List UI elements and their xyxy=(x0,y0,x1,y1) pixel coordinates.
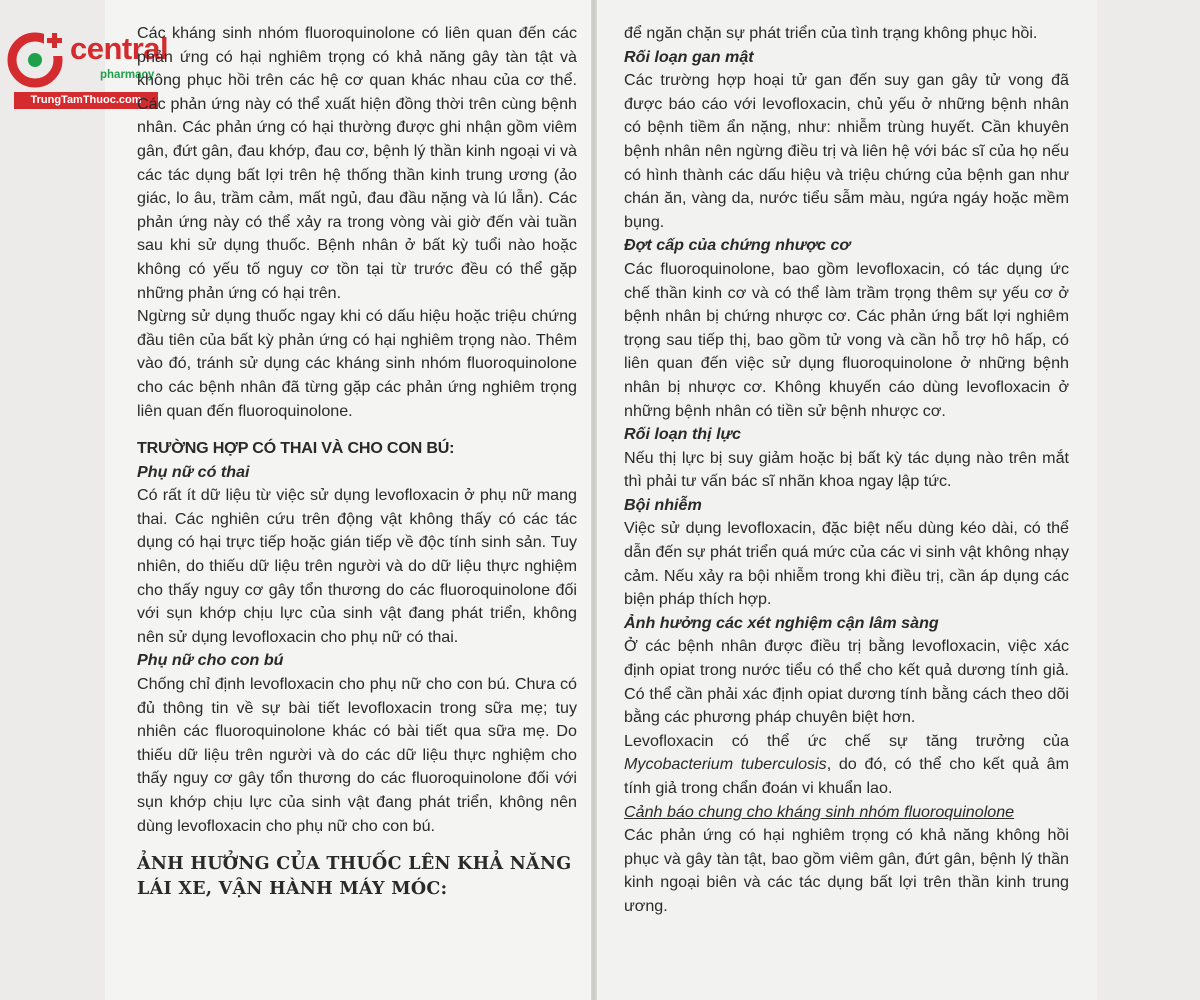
tuberculosis-text-part-b: , do đó, có thể cho kết quả âm tính giả trong chẩn đoán vi khuẩn lao. xyxy=(624,755,1069,797)
tuberculosis-text-part-a: Levofloxacin có thể ức chế sự tăng trưởng của xyxy=(624,731,1069,750)
logo-site-banner[interactable]: TrungTamThuoc.com xyxy=(14,92,158,109)
logo-brand-subtitle: pharmacy xyxy=(100,69,155,81)
pregnant-women-text: Có rất ít dữ liệu từ việc sử dụng levofloxacin ở phụ nữ mang thai. Các nghiên cứu trên động vật không thấy có các tác dụng có hại trực tiếp hoặc gián tiếp về độc tính sinh sản. Tuy nhiên, do thiếu dữ liệu trên người và do dữ liệu thực nghiệm cho thấy nguy cơ gây tổn thương do các fluoroquinolone đối với sụn khớp chịu lực của sinh vật đang phát triển, không nên sử dụng levofloxacin cho phụ nữ có thai. xyxy=(137,486,577,646)
breastfeeding-text: Chống chỉ định levofloxacin cho phụ nữ cho con bú. Chưa có đủ thông tin về sự bài tiết levofloxacin trong sữa mẹ; tuy nhiên các fluoroquinolone khác có bài tiết qua sữa mẹ. Do thiếu dữ liệu trên người và do các dữ liệu thực nghiệm cho thấy nguy cơ gây tổn thương do các fluoroquinolone đối với sụn khớp chịu lực của sinh vật đang phát triển, không nên dùng levofloxacin cho phụ nữ cho con bú. xyxy=(137,675,577,835)
hepatobiliary-text: Các trường hợp hoại tử gan đến suy gan gây tử vong đã được báo cáo với levofloxacin, chủ yếu ở những bệnh nhân có bệnh tiềm ẩn nặng, như: nhiễm trùng huyết. Cần khuyên bệnh nhân nên ngừng điều trị và liên hệ với bác sĩ của họ nếu có hình thành các dấu hiệu và triệu chứng của bệnh gan như chán ăn, vàng da, nước tiểu sẫm màu, ngứa ngáy hoặc mềm bụng. xyxy=(624,71,1069,231)
logo-brand-name: central xyxy=(70,31,169,66)
vision-disorder-heading: Rối loạn thị lực xyxy=(624,425,741,444)
left-column xyxy=(137,22,577,902)
right-column xyxy=(624,22,1069,919)
breastfeeding-heading: Phụ nữ cho con bú xyxy=(137,651,284,670)
lab-tests-tuberculosis-text xyxy=(624,730,1069,801)
lab-tests-opiate-text: Ở các bệnh nhân được điều trị bằng levofloxacin, việc xác định opiat trong nước tiểu có thể cho kết quả dương tính giả. Có thể cần phải xác định opiat dương tính bằng cách theo dõi bằng các phương pháp chuyên biệt hơn. xyxy=(624,637,1069,727)
lab-tests-heading: Ảnh hưởng các xét nghiệm cận lâm sàng xyxy=(624,613,939,632)
superinfection-heading: Bội nhiễm xyxy=(624,495,702,514)
superinfection-text: Việc sử dụng levofloxacin, đặc biệt nếu dùng kéo dài, có thể dẫn đến sự phát triển quá mức của các vi sinh vật không nhạy cảm. Nếu xảy ra bội nhiễm trong khi điều trị, cần áp dụng các biện pháp thích hợp. xyxy=(624,519,1069,609)
driving-machinery-section-title: ẢNH HƯỞNG CỦA THUỐC LÊN KHẢ NĂNG LÁI XE, VẬN HÀNH MÁY MÓC: xyxy=(137,854,572,900)
species-name: Mycobacterium tuberculosis xyxy=(624,755,827,774)
central-logo-icon xyxy=(6,30,66,90)
vision-disorder-text: Nếu thị lực bị suy giảm hoặc bị bất kỳ tác dụng nào trên mắt thì phải tư vấn bác sĩ nhãn khoa ngay lập tức. xyxy=(624,448,1069,491)
pregnant-women-heading: Phụ nữ có thai xyxy=(137,462,250,481)
myasthenia-heading: Đợt cấp của chứng nhược cơ xyxy=(624,236,851,255)
myasthenia-text: Các fluoroquinolone, bao gồm levofloxacin, có tác dụng ức chế thần kinh cơ và có thể làm trầm trọng thêm sự yếu cơ ở bệnh nhân bị chứng nhược cơ. Các phản ứng bất lợi nghiêm trọng sau tiếp thị, bao gồm tử vong và cần hỗ trợ hô hấp, có liên quan đến việc sử dụng fluoroquinolone ở những bệnh nhân bị nhược cơ. Không khuyến cáo dùng levofloxacin ở những bệnh nhân có tiền sử bệnh nhược cơ. xyxy=(624,259,1069,420)
pregnancy-lactation-section-title: TRƯỜNG HỢP CÓ THAI VÀ CHO CON BÚ: xyxy=(137,439,455,458)
fluoroquinolone-warning-heading: Cảnh báo chung cho kháng sinh nhóm fluoroquinolone xyxy=(624,802,1015,821)
hepatobiliary-heading: Rối loạn gan mật xyxy=(624,47,754,66)
fluoroquinolone-adverse-reactions-paragraph: Các kháng sinh nhóm fluoroquinolone có liên quan đến các phản ứng có hại nghiêm trọng có khả năng gây tàn tật và không phục hồi trên các hệ cơ quan khác nhau của cơ thể. Các phản ứng này có thể xuất hiện đồng thời trên cùng bệnh nhân. Các phản ứng có hại thường được ghi nhận gồm viêm gân, đứt gân, đau khớp, đau cơ, bệnh lý thần kinh ngoại vi và các tác dụng bất lợi trên hệ thống thần kinh trung ương (ảo giác, lo âu, trầm cảm, mất ngủ, đau đầu nặng và lú lẫn). Các phản ứng này có thể xảy ra trong vòng vài giờ đến vài tuần sau khi sử dụng thuốc. Bệnh nhân ở bất kỳ tuổi nào hoặc không có yếu tố nguy cơ tồn tại từ trước đều có thể gặp những phản ứng có hại trên. xyxy=(137,24,577,302)
discontinue-use-paragraph: Ngừng sử dụng thuốc ngay khi có dấu hiệu hoặc triệu chứng đầu tiên của bất kỳ phản ứng có hại nghiêm trọng nào. Thêm vào đó, tránh sử dụng các kháng sinh nhóm fluoroquinolone cho các bệnh nhân đã từng gặp các phản ứng nghiêm trọng liên quan đến fluoroquinolone. xyxy=(137,307,577,420)
fluoroquinolone-warning-text: Các phản ứng có hại nghiêm trọng có khả năng không hồi phục và gây tàn tật, bao gồm viêm gân, đứt gân, bệnh lý thần kinh ngoại biên và các tác dụng bất lợi trên thần kinh trung ương. xyxy=(624,826,1069,915)
continued-paragraph: để ngăn chặn sự phát triển của tình trạng không phục hồi. xyxy=(624,24,1038,42)
